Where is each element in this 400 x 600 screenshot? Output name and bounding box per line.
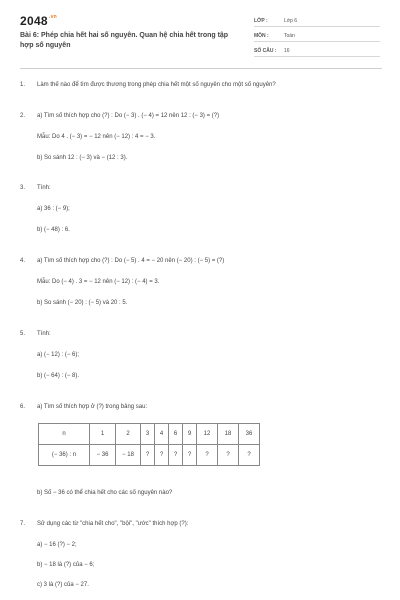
table-cell: ? [169,445,183,466]
table-cell: (− 36) : n [39,445,90,466]
table-cell: ? [183,445,197,466]
site-logo[interactable]: $2048^{.vn}$ [20,14,58,28]
table-cell: ? [141,445,155,466]
meta-subject: MÔN : Toán [254,30,380,42]
document-header [0,0,400,62]
table-cell: ? [239,445,260,466]
division-table [38,423,260,466]
table-cell: 6 [169,424,183,445]
table-cell: 1 [90,424,116,445]
table-cell: − 36 [90,445,116,466]
table-cell: 4 [155,424,169,445]
table-row [39,424,260,445]
meta-question-count: SỐ CÂU : 16 [254,45,380,57]
table-cell: ? [218,445,239,466]
table-cell: 12 [197,424,218,445]
lesson-title: Bài 6: Phép chia hết hai số nguyên. Quan hệ chia hết trong tập hợp số nguyên [20,32,229,49]
table-cell: n [39,424,90,445]
meta-class: LỚP : Lớp 6 [254,15,380,27]
table-cell: ? [197,445,218,466]
table-row [39,445,260,466]
header-divider [20,68,382,69]
table-cell: 3 [141,424,155,445]
table-cell: 18 [218,424,239,445]
table-cell: 9 [183,424,197,445]
table-cell: − 18 [116,445,141,466]
table-cell: ? [155,445,169,466]
table-cell: 36 [239,424,260,445]
table-cell: 2 [116,424,141,445]
